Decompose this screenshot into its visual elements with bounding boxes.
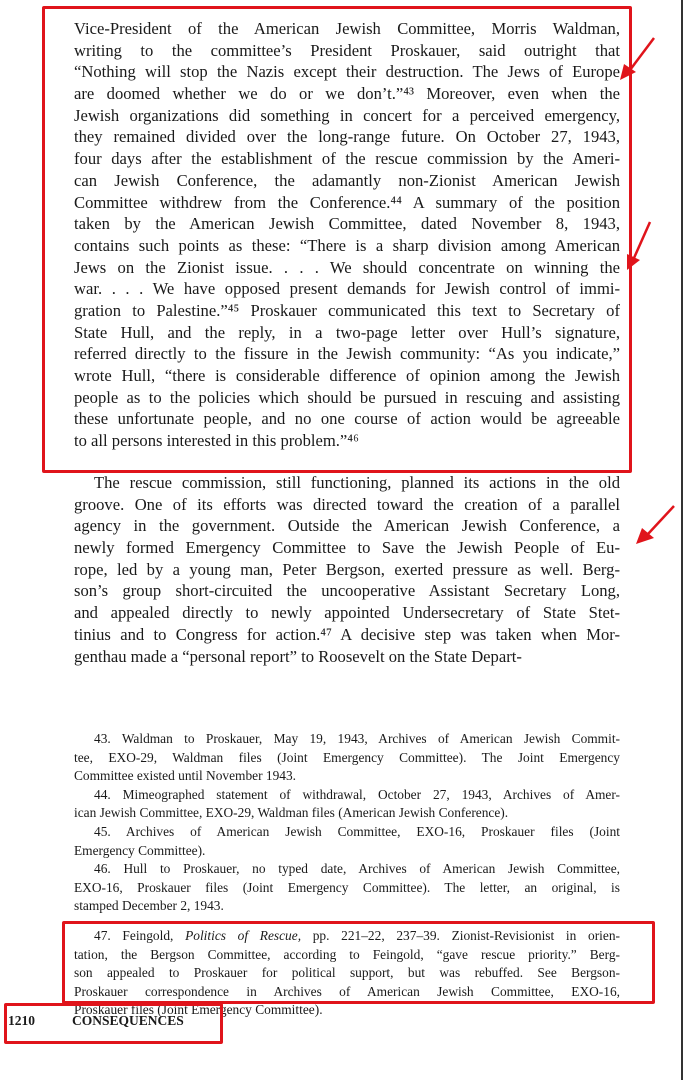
page-number: 1210 <box>8 1013 35 1028</box>
text-line: wrote Hull, “there is considerable difference of opinion among the Jewish <box>74 366 620 385</box>
text-line: referred directly to the fissure in the Jewish community: “As you indicate,” <box>74 344 620 364</box>
running-head: CONSEQUENCES <box>72 1013 184 1028</box>
text-line: EXO-16, Proskauer files (Joint Emergency Committee). The letter, an original, is <box>74 879 620 895</box>
text-line: contains such points as these: “There is a sharp division among American <box>74 235 620 255</box>
text-line: people as to the policies which should be pursued in rescuing and assisting <box>74 387 620 407</box>
footnote-47-title: Politics of Rescue, <box>185 928 302 943</box>
text-line: war. . . . We have opposed present demands for Jewish control of immi- <box>74 279 620 299</box>
annotation-arrow-icon <box>610 30 660 85</box>
text-line: rope, led by a young man, Peter Bergson, exerted pressure as well. Berg- <box>74 559 620 579</box>
text-line: The rescue commission, still functioning, planned its actions in the old <box>94 473 620 492</box>
text-line: writing to the committee’s President Proskauer, said outright that <box>74 40 620 60</box>
text-line: 45. Archives of American Jewish Committee, EXO-16, Proskauer files (Joint <box>94 823 620 839</box>
text-line: son appealed to Proskauer for political support, but was rebuffed. See Bergson- <box>74 965 620 981</box>
text-line: Committee existed until November 1943. <box>74 768 297 784</box>
annotation-box-footnote-47 <box>62 921 655 1004</box>
text-line: 46. Hull to Proskauer, no typed date, Archives of American Jewish Committee, <box>94 861 620 877</box>
text-line: and appealed directly to newly appointed Undersecretary of State Stet- <box>74 603 620 623</box>
text-line: tee, EXO-29, Waldman files (Joint Emergency Committee). The Joint Emergency <box>74 749 620 765</box>
text-line: Jewish organizations did something in concert for a perceived emergency, <box>74 105 620 125</box>
text-line: these unfortunate people, and no one course of action would be agreeable <box>74 409 620 429</box>
text-line: Vice-President of the American Jewish Committee, Morris Waldman, <box>74 19 620 38</box>
footnotes <box>74 730 620 916</box>
text-line: Proskauer files (Joint Emergency Committee). <box>74 1002 323 1018</box>
text-line: Committee withdrew from the Conference.⁴⁴ A summary of the position <box>74 192 620 212</box>
text-line: genthau made a “personal report” to Roosevelt on the State Depart- <box>74 646 522 666</box>
text-line: tinius and to Congress for action.⁴⁷ A decisive step was taken when Mor- <box>74 624 620 644</box>
text-line: gration to Palestine.”⁴⁵ Proskauer communicated this text to Secretary of <box>74 300 620 320</box>
text-line: are doomed whether we do or we don’t.”⁴³ Moreover, even when the <box>74 84 620 104</box>
text-line: ican Jewish Committee, EXO-29, Waldman files (American Jewish Conference). <box>74 805 509 821</box>
text-line: 44. Mimeographed statement of withdrawal, October 27, 1943, Archives of Amer- <box>94 786 620 802</box>
annotation-box-paragraph <box>42 6 632 473</box>
footnote-47-rest: pp. 221–22, 237–39. Zionist-Revisionist in orien- <box>301 928 620 943</box>
paragraph-2 <box>74 472 620 667</box>
text-line: can Jewish Conference, the adamantly non-Zionist American Jewish <box>74 170 620 190</box>
page-footer <box>8 1013 184 1029</box>
text-line: newly formed Emergency Committee to Save the Jewish People of Eu- <box>74 538 620 558</box>
text-line: son’s group short-circuited the uncooperative Assistant Secretary Long, <box>74 581 620 601</box>
text-line: groove. One of its efforts was directed toward the creation of a parallel <box>74 494 620 514</box>
text-line: 43. Waldman to Proskauer, May 19, 1943, Archives of American Jewish Commit- <box>94 731 620 746</box>
text-line: tation, the Bergson Committee, according to Feingold, “gave rescue priority.” Berg- <box>74 946 620 962</box>
text-line: Proskauer correspondence in Archives of American Jewish Committee, EXO-16, <box>74 983 620 999</box>
text-line: Emergency Committee). <box>74 842 206 858</box>
text-line: Jews on the Zionist issue. . . . We should concentrate on winning the <box>74 257 620 277</box>
text-line: to all persons interested in this problem.”⁴⁶ <box>74 431 359 451</box>
footnote-47-prefix: 47. Feingold, <box>94 928 186 943</box>
text-line: four days after the establishment of the rescue commission by the Ameri- <box>74 149 620 169</box>
text-line: “Nothing will stop the Nazis except their destruction. The Jews of Europe <box>74 62 620 82</box>
text-line: they remained divided over the long-range future. On October 27, 1943, <box>74 127 620 147</box>
annotation-arrow-icon <box>628 500 683 550</box>
annotation-arrow-icon <box>612 218 662 273</box>
text-line: State Hull, and the reply, in a two-page letter over Hull’s signature, <box>74 322 620 342</box>
text-line: stamped December 2, 1943. <box>74 898 224 914</box>
text-line: agency in the government. Outside the American Jewish Conference, a <box>74 516 620 536</box>
text-line: taken by the American Jewish Committee, dated November 8, 1943, <box>74 214 620 234</box>
